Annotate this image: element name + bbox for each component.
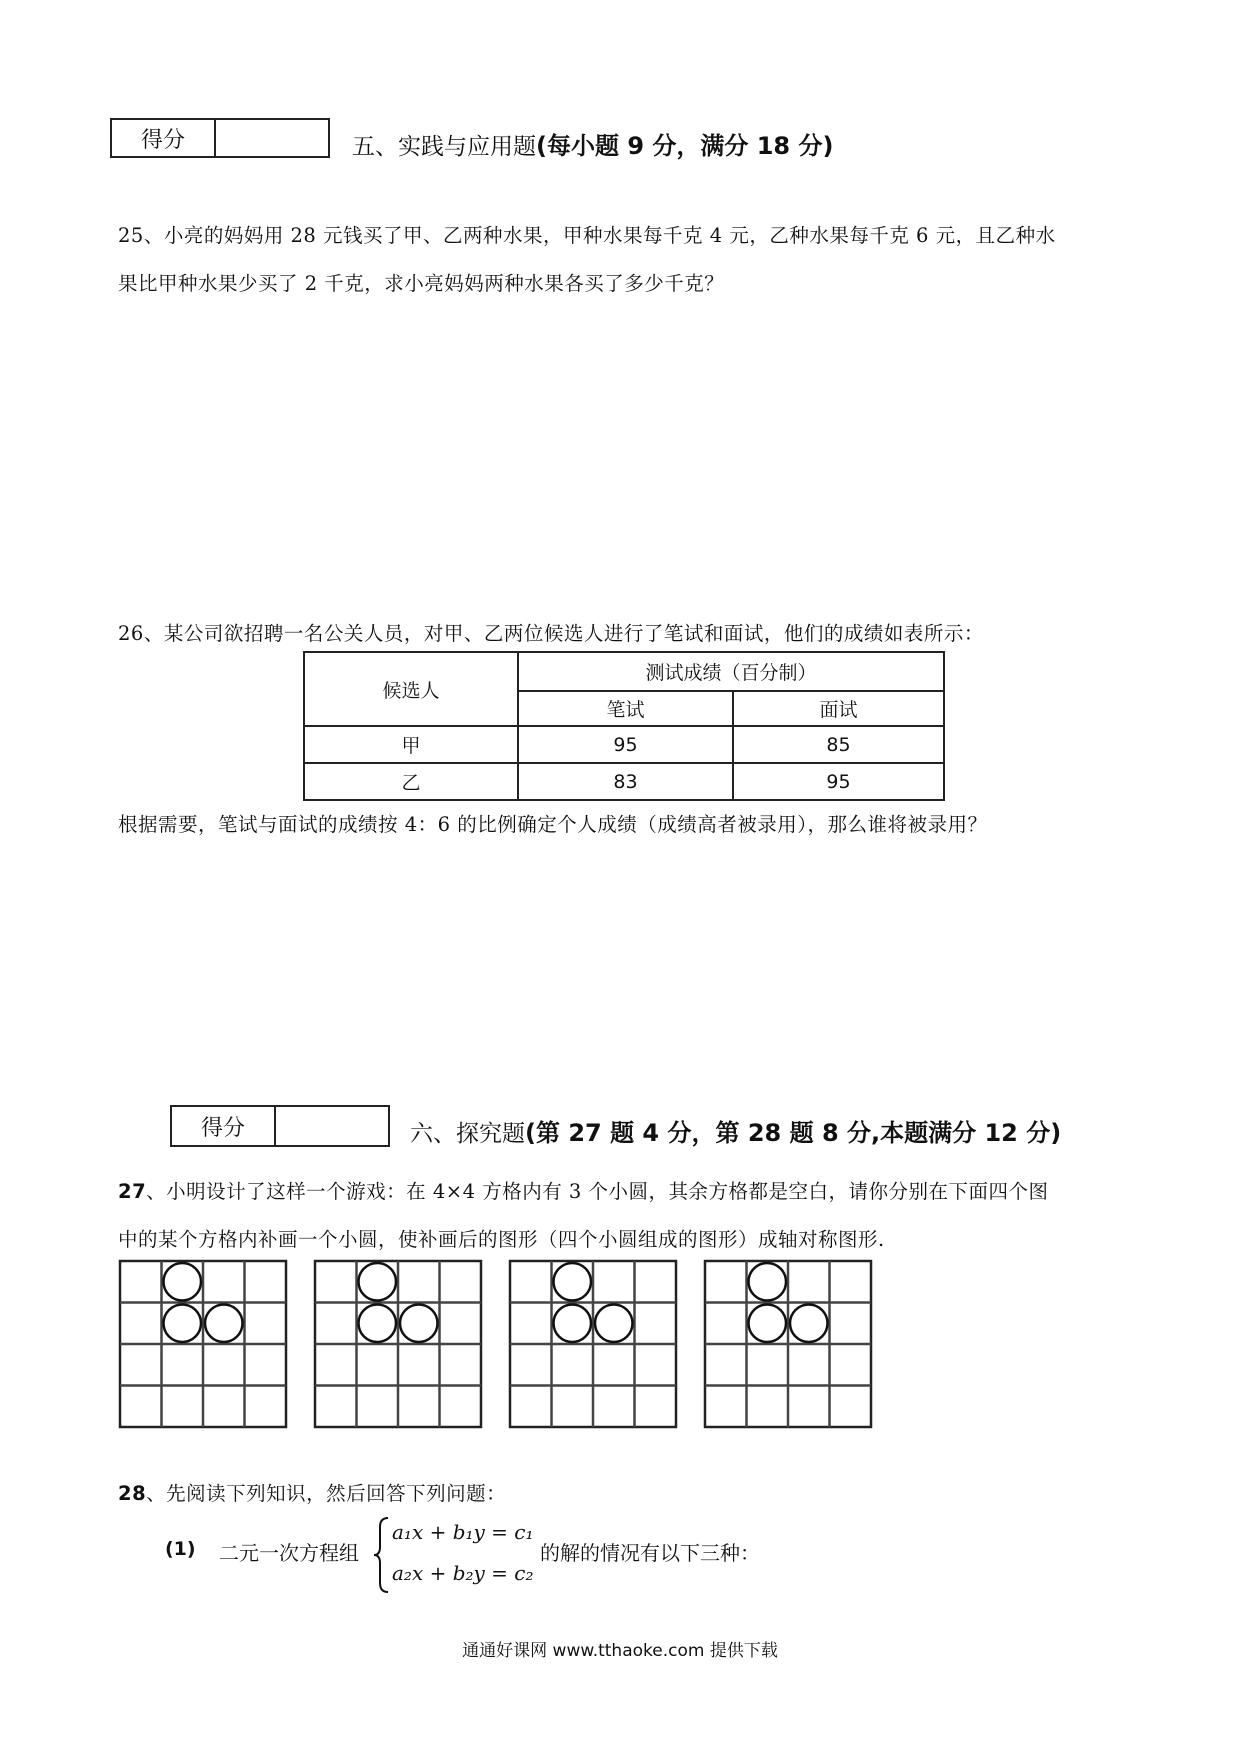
brace-icon bbox=[372, 1515, 392, 1595]
small-circle bbox=[790, 1305, 828, 1343]
table-header-written: 笔试 bbox=[518, 691, 733, 726]
question-25-line1: 25、小亮的妈妈用 28 元钱买了甲、乙两种水果，甲种水果每千克 4 元，乙种水果每千克 6 元，且乙种水 bbox=[118, 224, 1056, 247]
question-26-intro: 26、某公司欲招聘一名公关人员，对甲、乙两位候选人进行了笔试和面试，他们的成绩如表所示： bbox=[118, 622, 984, 645]
small-circle bbox=[554, 1305, 592, 1343]
grid-figure-2[interactable] bbox=[313, 1259, 483, 1429]
table-header-group: 测试成绩（百分制） bbox=[518, 652, 944, 691]
small-circle bbox=[749, 1305, 787, 1343]
small-circle bbox=[359, 1263, 397, 1301]
part1-tail: 的解的情况有以下三种： bbox=[540, 1541, 760, 1565]
grid-figure-3[interactable] bbox=[508, 1259, 678, 1429]
equation-1: a₁x + b₁y = c₁ bbox=[392, 1520, 534, 1544]
question-27-line2: 中的某个方格内补画一个小圆，使补画后的图形（四个小圆组成的图形）成轴对称图形. bbox=[118, 1228, 885, 1251]
question-26-question: 根据需要，笔试与面试的成绩按 4：6 的比例确定个人成绩（成绩高者被录用），那么谁将被录用？ bbox=[118, 813, 988, 836]
score-label: 得分 bbox=[172, 1107, 276, 1145]
question-27 bbox=[118, 1168, 1138, 1264]
score-table bbox=[303, 651, 945, 801]
equation-2: a₂x + b₂y = c₂ bbox=[392, 1561, 534, 1585]
page-footer: 通通好课网 www.tthaoke.com 提供下载 bbox=[462, 1641, 778, 1661]
table-cell-interview: 85 bbox=[733, 726, 944, 763]
section5-title bbox=[352, 126, 833, 161]
section6-title-points: (第 27 题 4 分，第 28 题 8 分,本题满分 12 分) bbox=[525, 1119, 1062, 1147]
score-box-section5 bbox=[110, 118, 330, 158]
score-blank bbox=[216, 120, 328, 156]
table-row bbox=[304, 726, 944, 763]
question-25 bbox=[118, 212, 1138, 308]
table-cell-name: 甲 bbox=[304, 726, 518, 763]
grid-figure-1[interactable] bbox=[118, 1259, 288, 1429]
question-28-part1 bbox=[165, 1515, 865, 1595]
question-25-line2: 果比甲种水果少买了 2 千克，求小亮妈妈两种水果各买了多少千克？ bbox=[118, 272, 725, 295]
question-27-line1: 、小明设计了这样一个游戏：在 4×4 方格内有 3 个小圆，其余方格都是空白，请你分别在下面四个图 bbox=[146, 1180, 1049, 1203]
score-box-section6 bbox=[170, 1105, 390, 1147]
section6-title-plain: 六、探究题 bbox=[410, 1121, 525, 1147]
small-circle bbox=[205, 1305, 243, 1343]
question-28-intro-text: 、先阅读下列知识，然后回答下列问题： bbox=[146, 1482, 507, 1505]
score-blank bbox=[276, 1107, 388, 1145]
question-27-number: 27 bbox=[118, 1180, 147, 1203]
table-header-interview: 面试 bbox=[733, 691, 944, 726]
small-circle bbox=[164, 1305, 202, 1343]
table-header-candidate: 候选人 bbox=[304, 652, 518, 726]
part1-label: (1) bbox=[165, 1538, 196, 1560]
table-cell-interview: 95 bbox=[733, 763, 944, 800]
section6-title bbox=[410, 1113, 1061, 1148]
table-cell-written: 95 bbox=[518, 726, 733, 763]
grid-figure-4[interactable] bbox=[703, 1259, 873, 1429]
small-circle bbox=[359, 1305, 397, 1343]
small-circle bbox=[595, 1305, 633, 1343]
table-row bbox=[304, 763, 944, 800]
small-circle bbox=[400, 1305, 438, 1343]
question-28-intro bbox=[118, 1470, 1138, 1518]
section5-title-points: (每小题 9 分，满分 18 分) bbox=[536, 132, 834, 160]
small-circle bbox=[749, 1263, 787, 1301]
section5-title-plain: 五、实践与应用题 bbox=[352, 134, 536, 160]
table-cell-name: 乙 bbox=[304, 763, 518, 800]
table-cell-written: 83 bbox=[518, 763, 733, 800]
small-circle bbox=[164, 1263, 202, 1301]
score-label: 得分 bbox=[112, 120, 216, 156]
small-circle bbox=[554, 1263, 592, 1301]
question-28-number: 28 bbox=[118, 1482, 147, 1505]
part1-text: 二元一次方程组 bbox=[219, 1541, 359, 1565]
